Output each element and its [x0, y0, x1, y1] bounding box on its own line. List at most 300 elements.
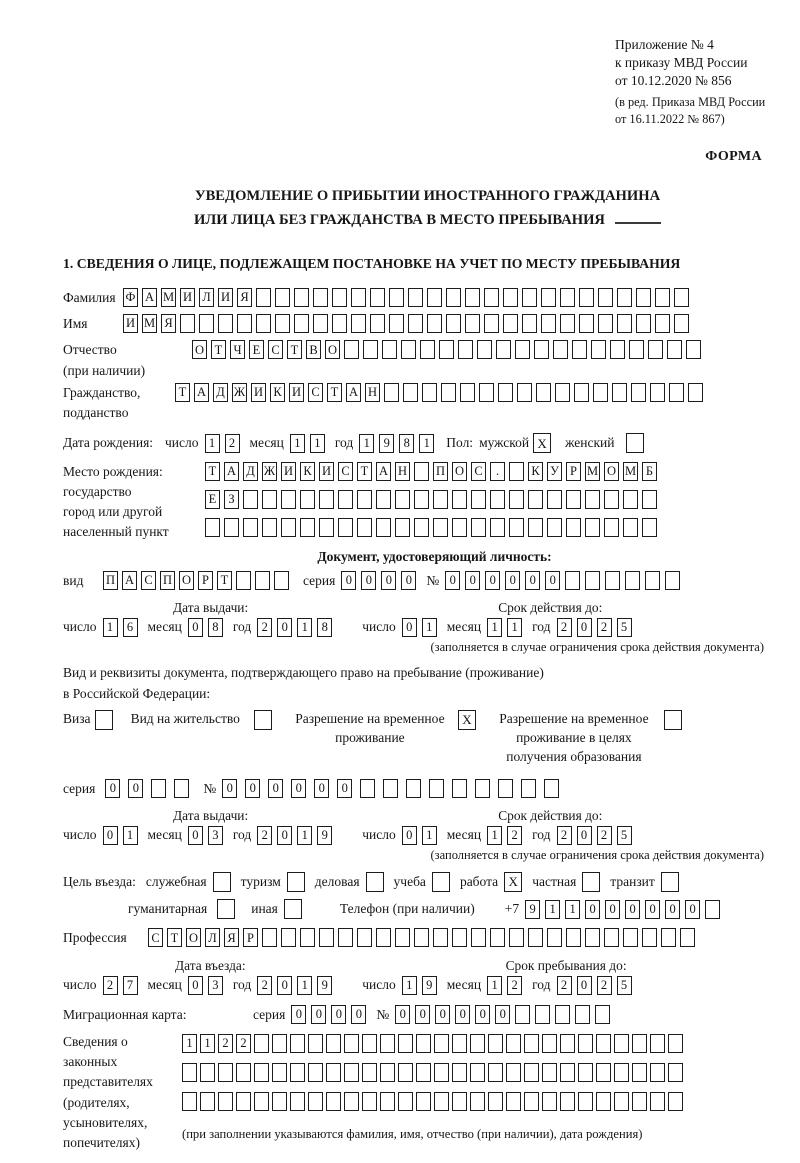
char-box[interactable]: 1: [487, 826, 502, 845]
char-box[interactable]: 2: [257, 826, 272, 845]
char-box[interactable]: [547, 490, 562, 509]
char-box[interactable]: [642, 490, 657, 509]
char-box[interactable]: [575, 1005, 590, 1024]
char-box[interactable]: 0: [268, 779, 283, 798]
char-box[interactable]: [441, 383, 456, 402]
char-box[interactable]: [376, 928, 391, 947]
char-box[interactable]: [254, 1063, 269, 1082]
char-box[interactable]: 0: [495, 1005, 510, 1024]
char-box[interactable]: [224, 518, 239, 537]
char-box[interactable]: [362, 1092, 377, 1111]
char-box[interactable]: [547, 518, 562, 537]
char-box[interactable]: [470, 1034, 485, 1053]
char-box[interactable]: А: [376, 462, 391, 481]
char-box[interactable]: [344, 1034, 359, 1053]
char-box[interactable]: 7: [123, 976, 138, 995]
char-box[interactable]: [661, 928, 676, 947]
char-box[interactable]: [488, 1034, 503, 1053]
char-box[interactable]: [274, 571, 289, 590]
char-box[interactable]: 2: [557, 976, 572, 995]
char-box[interactable]: [596, 1092, 611, 1111]
char-box[interactable]: [471, 928, 486, 947]
char-box[interactable]: [625, 571, 640, 590]
char-box[interactable]: 1: [419, 434, 434, 453]
char-box[interactable]: [688, 383, 703, 402]
char-box[interactable]: [281, 518, 296, 537]
char-box[interactable]: [705, 900, 720, 919]
char-box[interactable]: [422, 383, 437, 402]
char-box[interactable]: [446, 314, 461, 333]
char-box[interactable]: [458, 340, 473, 359]
char-box[interactable]: [553, 340, 568, 359]
char-box[interactable]: [416, 1063, 431, 1082]
char-box[interactable]: 0: [455, 1005, 470, 1024]
char-box[interactable]: [629, 340, 644, 359]
char-box[interactable]: [636, 314, 651, 333]
char-box[interactable]: З: [224, 490, 239, 509]
char-box[interactable]: [300, 490, 315, 509]
char-box[interactable]: [398, 1034, 413, 1053]
char-box[interactable]: [281, 490, 296, 509]
char-box[interactable]: К: [270, 383, 285, 402]
char-box[interactable]: [384, 383, 399, 402]
char-box[interactable]: И: [123, 314, 138, 333]
char-box[interactable]: [574, 383, 589, 402]
char-box[interactable]: 0: [291, 779, 306, 798]
char-box[interactable]: [290, 1092, 305, 1111]
char-box[interactable]: [528, 518, 543, 537]
char-box[interactable]: [528, 928, 543, 947]
char-box[interactable]: [452, 518, 467, 537]
char-box[interactable]: [319, 928, 334, 947]
char-box[interactable]: [650, 383, 665, 402]
char-box[interactable]: [515, 340, 530, 359]
char-box[interactable]: [623, 518, 638, 537]
char-box[interactable]: [294, 314, 309, 333]
char-box[interactable]: [517, 383, 532, 402]
char-box[interactable]: [403, 383, 418, 402]
char-box[interactable]: [522, 314, 537, 333]
char-box[interactable]: 0: [445, 571, 460, 590]
char-box[interactable]: [380, 1034, 395, 1053]
char-box[interactable]: [490, 928, 505, 947]
char-box[interactable]: [555, 383, 570, 402]
purpose-business-checkbox[interactable]: [366, 872, 384, 892]
char-box[interactable]: 1: [205, 434, 220, 453]
char-box[interactable]: А: [346, 383, 361, 402]
char-box[interactable]: [636, 288, 651, 307]
char-box[interactable]: [416, 1092, 431, 1111]
char-box[interactable]: [433, 928, 448, 947]
char-box[interactable]: О: [452, 462, 467, 481]
char-box[interactable]: [290, 1034, 305, 1053]
char-box[interactable]: [578, 1092, 593, 1111]
char-box[interactable]: [446, 288, 461, 307]
char-box[interactable]: 8: [317, 618, 332, 637]
char-box[interactable]: [395, 518, 410, 537]
char-box[interactable]: [470, 1063, 485, 1082]
char-box[interactable]: [351, 314, 366, 333]
char-box[interactable]: 3: [208, 826, 223, 845]
char-box[interactable]: А: [142, 288, 157, 307]
char-box[interactable]: Т: [287, 340, 302, 359]
option-temp-residence-education-checkbox[interactable]: [664, 710, 682, 730]
char-box[interactable]: И: [289, 383, 304, 402]
char-box[interactable]: [414, 462, 429, 481]
char-box[interactable]: [650, 1034, 665, 1053]
char-box[interactable]: [262, 490, 277, 509]
char-box[interactable]: [604, 490, 619, 509]
char-box[interactable]: [406, 779, 421, 798]
char-box[interactable]: 9: [525, 900, 540, 919]
char-box[interactable]: [300, 928, 315, 947]
char-box[interactable]: [522, 288, 537, 307]
char-box[interactable]: [612, 383, 627, 402]
char-box[interactable]: 2: [218, 1034, 233, 1053]
char-box[interactable]: [452, 490, 467, 509]
purpose-work-checkbox[interactable]: X: [504, 872, 522, 892]
char-box[interactable]: [272, 1063, 287, 1082]
char-box[interactable]: С: [268, 340, 283, 359]
char-box[interactable]: О: [325, 340, 340, 359]
char-box[interactable]: 0: [381, 571, 396, 590]
char-box[interactable]: К: [528, 462, 543, 481]
char-box[interactable]: [667, 340, 682, 359]
char-box[interactable]: Р: [566, 462, 581, 481]
char-box[interactable]: 8: [399, 434, 414, 453]
char-box[interactable]: [363, 340, 378, 359]
char-box[interactable]: М: [142, 314, 157, 333]
char-box[interactable]: [471, 490, 486, 509]
char-box[interactable]: [262, 928, 277, 947]
char-box[interactable]: [555, 1005, 570, 1024]
char-box[interactable]: [452, 1034, 467, 1053]
char-box[interactable]: Т: [205, 462, 220, 481]
char-box[interactable]: 2: [597, 618, 612, 637]
char-box[interactable]: Р: [198, 571, 213, 590]
char-box[interactable]: [256, 314, 271, 333]
char-box[interactable]: М: [585, 462, 600, 481]
char-box[interactable]: 0: [188, 618, 203, 637]
char-box[interactable]: [439, 340, 454, 359]
char-box[interactable]: 0: [277, 618, 292, 637]
char-box[interactable]: О: [604, 462, 619, 481]
char-box[interactable]: [488, 1063, 503, 1082]
char-box[interactable]: 0: [645, 900, 660, 919]
char-box[interactable]: 0: [605, 900, 620, 919]
char-box[interactable]: [414, 518, 429, 537]
char-box[interactable]: [503, 288, 518, 307]
char-box[interactable]: Я: [224, 928, 239, 947]
char-box[interactable]: [351, 288, 366, 307]
char-box[interactable]: 1: [290, 434, 305, 453]
char-box[interactable]: Л: [199, 288, 214, 307]
char-box[interactable]: [180, 314, 195, 333]
char-box[interactable]: [360, 779, 375, 798]
char-box[interactable]: [490, 518, 505, 537]
char-box[interactable]: [290, 1063, 305, 1082]
char-box[interactable]: П: [103, 571, 118, 590]
char-box[interactable]: [498, 383, 513, 402]
char-box[interactable]: [655, 314, 670, 333]
char-box[interactable]: 1: [182, 1034, 197, 1053]
char-box[interactable]: А: [224, 462, 239, 481]
purpose-humanitarian-checkbox[interactable]: [217, 899, 235, 919]
char-box[interactable]: [326, 1034, 341, 1053]
char-box[interactable]: 0: [585, 900, 600, 919]
char-box[interactable]: Я: [237, 288, 252, 307]
char-box[interactable]: [308, 1092, 323, 1111]
char-box[interactable]: [254, 1034, 269, 1053]
char-box[interactable]: Т: [175, 383, 190, 402]
char-box[interactable]: 2: [236, 1034, 251, 1053]
option-temp-residence-checkbox[interactable]: X: [458, 710, 476, 730]
char-box[interactable]: [420, 340, 435, 359]
char-box[interactable]: [427, 314, 442, 333]
char-box[interactable]: [593, 383, 608, 402]
char-box[interactable]: [614, 1063, 629, 1082]
char-box[interactable]: [414, 490, 429, 509]
char-box[interactable]: Ч: [230, 340, 245, 359]
option-visa-checkbox[interactable]: [95, 710, 113, 730]
char-box[interactable]: 0: [402, 826, 417, 845]
char-box[interactable]: [332, 288, 347, 307]
option-residence-permit-checkbox[interactable]: [254, 710, 272, 730]
char-box[interactable]: [470, 1092, 485, 1111]
char-box[interactable]: 0: [361, 571, 376, 590]
char-box[interactable]: [243, 490, 258, 509]
char-box[interactable]: [598, 288, 613, 307]
char-box[interactable]: 2: [225, 434, 240, 453]
char-box[interactable]: 2: [257, 618, 272, 637]
char-box[interactable]: [680, 928, 695, 947]
char-box[interactable]: Л: [205, 928, 220, 947]
char-box[interactable]: М: [623, 462, 638, 481]
char-box[interactable]: [338, 518, 353, 537]
char-box[interactable]: [382, 340, 397, 359]
char-box[interactable]: [544, 779, 559, 798]
char-box[interactable]: [596, 1063, 611, 1082]
char-box[interactable]: [566, 928, 581, 947]
char-box[interactable]: [591, 340, 606, 359]
char-box[interactable]: [665, 571, 680, 590]
char-box[interactable]: Ф: [123, 288, 138, 307]
char-box[interactable]: И: [218, 288, 233, 307]
char-box[interactable]: [427, 288, 442, 307]
char-box[interactable]: [281, 928, 296, 947]
char-box[interactable]: Е: [249, 340, 264, 359]
char-box[interactable]: [642, 518, 657, 537]
char-box[interactable]: [313, 314, 328, 333]
char-box[interactable]: А: [122, 571, 137, 590]
char-box[interactable]: 1: [200, 1034, 215, 1053]
char-box[interactable]: [496, 340, 511, 359]
char-box[interactable]: [484, 314, 499, 333]
char-box[interactable]: [668, 1092, 683, 1111]
char-box[interactable]: [560, 314, 575, 333]
char-box[interactable]: [389, 288, 404, 307]
char-box[interactable]: [655, 288, 670, 307]
char-box[interactable]: [236, 1063, 251, 1082]
char-box[interactable]: [565, 571, 580, 590]
char-box[interactable]: 2: [557, 826, 572, 845]
char-box[interactable]: [398, 1092, 413, 1111]
char-box[interactable]: [236, 571, 251, 590]
char-box[interactable]: [595, 1005, 610, 1024]
char-box[interactable]: [674, 288, 689, 307]
char-box[interactable]: 0: [245, 779, 260, 798]
purpose-private-checkbox[interactable]: [582, 872, 600, 892]
char-box[interactable]: [541, 314, 556, 333]
char-box[interactable]: [579, 288, 594, 307]
char-box[interactable]: 0: [222, 779, 237, 798]
char-box[interactable]: [380, 1063, 395, 1082]
char-box[interactable]: [585, 928, 600, 947]
char-box[interactable]: [255, 571, 270, 590]
char-box[interactable]: [645, 571, 660, 590]
sex-female-checkbox[interactable]: [626, 433, 644, 453]
char-box[interactable]: [452, 1063, 467, 1082]
char-box[interactable]: [308, 1034, 323, 1053]
char-box[interactable]: Ж: [232, 383, 247, 402]
char-box[interactable]: [506, 1063, 521, 1082]
char-box[interactable]: Б: [642, 462, 657, 481]
char-box[interactable]: 1: [565, 900, 580, 919]
char-box[interactable]: Я: [161, 314, 176, 333]
char-box[interactable]: [357, 928, 372, 947]
char-box[interactable]: [434, 1092, 449, 1111]
char-box[interactable]: [650, 1092, 665, 1111]
char-box[interactable]: Т: [211, 340, 226, 359]
char-box[interactable]: 8: [208, 618, 223, 637]
char-box[interactable]: [604, 928, 619, 947]
char-box[interactable]: С: [148, 928, 163, 947]
char-box[interactable]: [524, 1034, 539, 1053]
char-box[interactable]: 9: [317, 826, 332, 845]
char-box[interactable]: 2: [507, 826, 522, 845]
char-box[interactable]: [488, 1092, 503, 1111]
char-box[interactable]: [452, 1092, 467, 1111]
char-box[interactable]: 0: [415, 1005, 430, 1024]
char-box[interactable]: 1: [297, 976, 312, 995]
char-box[interactable]: [528, 490, 543, 509]
char-box[interactable]: А: [194, 383, 209, 402]
char-box[interactable]: [383, 779, 398, 798]
char-box[interactable]: М: [161, 288, 176, 307]
char-box[interactable]: [218, 1092, 233, 1111]
char-box[interactable]: [617, 288, 632, 307]
char-box[interactable]: [262, 518, 277, 537]
char-box[interactable]: 0: [475, 1005, 490, 1024]
char-box[interactable]: 1: [422, 826, 437, 845]
char-box[interactable]: 9: [422, 976, 437, 995]
char-box[interactable]: [617, 314, 632, 333]
char-box[interactable]: [479, 383, 494, 402]
char-box[interactable]: [536, 383, 551, 402]
char-box[interactable]: 5: [617, 976, 632, 995]
char-box[interactable]: К: [300, 462, 315, 481]
char-box[interactable]: [182, 1092, 197, 1111]
char-box[interactable]: [218, 314, 233, 333]
char-box[interactable]: 0: [577, 976, 592, 995]
char-box[interactable]: 1: [487, 976, 502, 995]
char-box[interactable]: 0: [525, 571, 540, 590]
char-box[interactable]: [541, 288, 556, 307]
char-box[interactable]: [313, 288, 328, 307]
char-box[interactable]: [560, 1063, 575, 1082]
char-box[interactable]: [452, 928, 467, 947]
char-box[interactable]: [547, 928, 562, 947]
char-box[interactable]: 2: [557, 618, 572, 637]
char-box[interactable]: В: [306, 340, 321, 359]
char-box[interactable]: [338, 490, 353, 509]
char-box[interactable]: 2: [507, 976, 522, 995]
char-box[interactable]: [623, 928, 638, 947]
char-box[interactable]: 0: [311, 1005, 326, 1024]
char-box[interactable]: [631, 383, 646, 402]
char-box[interactable]: 0: [105, 779, 120, 798]
char-box[interactable]: 9: [379, 434, 394, 453]
char-box[interactable]: [275, 314, 290, 333]
char-box[interactable]: [401, 340, 416, 359]
char-box[interactable]: [414, 928, 429, 947]
char-box[interactable]: [604, 518, 619, 537]
char-box[interactable]: 9: [317, 976, 332, 995]
char-box[interactable]: 1: [359, 434, 374, 453]
char-box[interactable]: [498, 779, 513, 798]
char-box[interactable]: [509, 518, 524, 537]
char-box[interactable]: Н: [365, 383, 380, 402]
char-box[interactable]: 0: [395, 1005, 410, 1024]
char-box[interactable]: [669, 383, 684, 402]
char-box[interactable]: С: [471, 462, 486, 481]
char-box[interactable]: [566, 518, 581, 537]
char-box[interactable]: [524, 1092, 539, 1111]
char-box[interactable]: [434, 1063, 449, 1082]
char-box[interactable]: С: [141, 571, 156, 590]
char-box[interactable]: Ж: [262, 462, 277, 481]
char-box[interactable]: 0: [188, 976, 203, 995]
char-box[interactable]: С: [308, 383, 323, 402]
char-box[interactable]: Н: [395, 462, 410, 481]
char-box[interactable]: [319, 518, 334, 537]
char-box[interactable]: 1: [402, 976, 417, 995]
char-box[interactable]: 0: [351, 1005, 366, 1024]
char-box[interactable]: [477, 340, 492, 359]
char-box[interactable]: [605, 571, 620, 590]
char-box[interactable]: 0: [277, 976, 292, 995]
char-box[interactable]: 1: [310, 434, 325, 453]
char-box[interactable]: 2: [103, 976, 118, 995]
char-box[interactable]: [610, 340, 625, 359]
char-box[interactable]: [408, 314, 423, 333]
char-box[interactable]: [542, 1092, 557, 1111]
char-box[interactable]: [578, 1034, 593, 1053]
char-box[interactable]: [490, 490, 505, 509]
char-box[interactable]: [370, 288, 385, 307]
char-box[interactable]: Д: [243, 462, 258, 481]
char-box[interactable]: Т: [217, 571, 232, 590]
char-box[interactable]: [484, 288, 499, 307]
char-box[interactable]: 1: [422, 618, 437, 637]
char-box[interactable]: [674, 314, 689, 333]
char-box[interactable]: [452, 779, 467, 798]
char-box[interactable]: [465, 314, 480, 333]
char-box[interactable]: 6: [123, 618, 138, 637]
char-box[interactable]: [218, 1063, 233, 1082]
char-box[interactable]: 0: [314, 779, 329, 798]
purpose-official-checkbox[interactable]: [213, 872, 231, 892]
